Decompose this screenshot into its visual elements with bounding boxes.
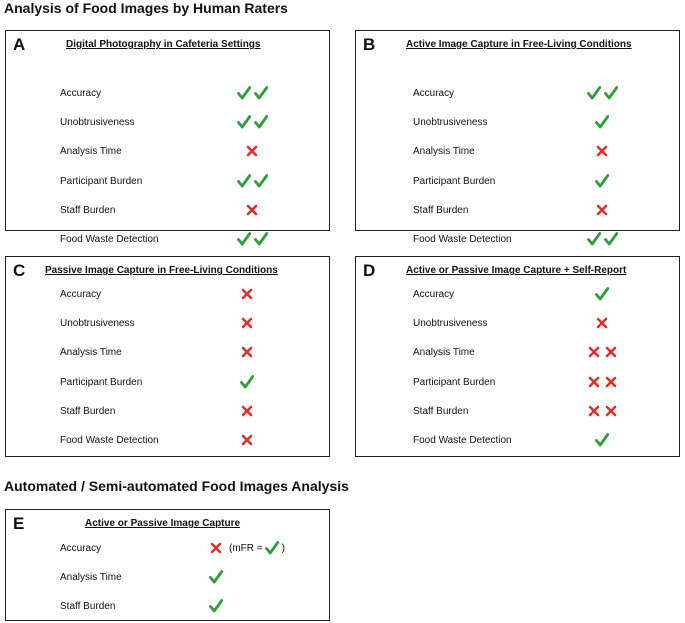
rating-marks xyxy=(209,599,226,613)
rating-marks xyxy=(237,86,271,100)
criterion-label: Participant Burden xyxy=(413,175,496,187)
cross-icon xyxy=(595,316,609,330)
rating-marks xyxy=(240,316,257,330)
criterion-label: Analysis Time xyxy=(60,572,122,584)
panel-heading: Digital Photography in Cafeteria Settings xyxy=(66,39,261,50)
rating-marks xyxy=(240,375,257,389)
checkmark-icon xyxy=(254,86,268,100)
checkmark-icon xyxy=(595,287,609,301)
criterion-label: Staff Burden xyxy=(413,204,469,216)
criterion-label: Accuracy xyxy=(413,289,455,300)
cross-icon xyxy=(604,404,618,418)
section-title-human-raters: Analysis of Food Images by Human Raters xyxy=(4,0,288,16)
rating-marks xyxy=(245,203,262,217)
criterion-label: Staff Burden xyxy=(60,405,116,417)
rating-marks xyxy=(240,345,257,359)
criterion-label: Food Waste Detection xyxy=(60,435,159,446)
rating-marks xyxy=(240,404,257,418)
panel-e xyxy=(5,509,330,621)
criterion-label: Staff Burden xyxy=(60,601,116,613)
criterion-label: Unobtrusiveness xyxy=(413,318,488,330)
criterion-label: Accuracy xyxy=(60,88,102,99)
rating-marks xyxy=(209,570,226,584)
cross-icon xyxy=(604,375,618,389)
rating-marks xyxy=(237,232,271,246)
rating-marks xyxy=(595,115,612,129)
criterion-label: Food Waste Detection xyxy=(413,234,512,245)
criterion-label: Analysis Time xyxy=(60,347,122,359)
criterion-label: Unobtrusiveness xyxy=(60,117,135,129)
checkmark-icon xyxy=(254,232,268,246)
panel-heading: Passive Image Capture in Free-Living Conditions xyxy=(45,265,278,276)
cross-icon xyxy=(595,203,609,217)
panel-heading: Active or Passive Image Capture xyxy=(85,518,241,529)
checkmark-icon xyxy=(595,115,609,129)
section-title-automated: Automated / Semi-automated Food Images Analysis xyxy=(4,478,349,494)
rating-marks xyxy=(240,433,257,447)
cross-icon xyxy=(240,316,254,330)
checkmark-icon xyxy=(595,433,609,447)
rating-marks xyxy=(237,174,271,188)
panel-d xyxy=(355,256,680,457)
rating-marks xyxy=(595,174,612,188)
checkmark-icon xyxy=(587,86,601,100)
cross-icon xyxy=(240,287,254,301)
checkmark-icon xyxy=(254,174,268,188)
cross-icon xyxy=(587,404,601,418)
panel-heading: Active or Passive Image Capture + Self-Report xyxy=(406,265,627,276)
criterion-label: Participant Burden xyxy=(413,376,496,388)
rating-marks xyxy=(595,433,612,447)
mfr-note-close: ) xyxy=(281,542,285,554)
checkmark-icon xyxy=(237,86,251,100)
panel-letter: C xyxy=(13,261,26,280)
rating-marks xyxy=(245,144,262,158)
criterion-label: Staff Burden xyxy=(60,204,116,216)
rating-marks xyxy=(595,287,612,301)
criterion-label: Staff Burden xyxy=(413,405,469,417)
panel-letter: A xyxy=(13,35,26,54)
criterion-label: Participant Burden xyxy=(60,376,143,388)
criterion-label: Analysis Time xyxy=(413,146,475,158)
cross-icon xyxy=(209,541,223,555)
rating-marks xyxy=(587,404,621,418)
cross-icon xyxy=(240,433,254,447)
rating-marks xyxy=(587,345,621,359)
panel-letter: B xyxy=(363,35,376,54)
criterion-label: Analysis Time xyxy=(60,146,122,158)
checkmark-icon xyxy=(254,115,268,129)
rating-marks xyxy=(587,375,621,389)
criterion-label: Accuracy xyxy=(60,289,102,300)
checkmark-icon xyxy=(237,115,251,129)
panel-c xyxy=(5,256,330,457)
checkmark-icon xyxy=(209,570,223,584)
rating-marks xyxy=(595,144,612,158)
cross-icon xyxy=(240,345,254,359)
rating-marks xyxy=(587,232,621,246)
rating-marks xyxy=(587,86,621,100)
checkmark-icon xyxy=(604,86,618,100)
checkmark-icon xyxy=(265,541,279,555)
criterion-label: Unobtrusiveness xyxy=(413,117,488,129)
cross-icon xyxy=(240,404,254,418)
panel-letter: D xyxy=(363,261,376,280)
criterion-label: Participant Burden xyxy=(60,175,143,187)
cross-icon xyxy=(245,203,259,217)
checkmark-icon xyxy=(604,232,618,246)
criterion-label: Unobtrusiveness xyxy=(60,318,135,330)
criterion-label: Food Waste Detection xyxy=(413,435,512,446)
checkmark-icon xyxy=(587,232,601,246)
criterion-label: Accuracy xyxy=(413,88,455,99)
panel-b xyxy=(355,30,680,245)
cross-icon xyxy=(595,144,609,158)
rating-marks xyxy=(240,287,257,301)
rating-marks xyxy=(237,115,271,129)
cross-icon xyxy=(245,144,259,158)
checkmark-icon xyxy=(237,174,251,188)
rating-marks xyxy=(595,316,612,330)
checkmark-icon xyxy=(209,599,223,613)
mfr-note: (mFR = xyxy=(229,542,263,554)
cross-icon xyxy=(587,375,601,389)
checkmark-icon xyxy=(237,232,251,246)
criterion-label: Analysis Time xyxy=(413,347,475,359)
rating-marks xyxy=(209,541,285,555)
criterion-label: Food Waste Detection xyxy=(60,234,159,245)
criterion-label: Accuracy xyxy=(60,543,102,554)
rating-marks xyxy=(595,203,612,217)
cross-icon xyxy=(604,345,618,359)
cross-icon xyxy=(587,345,601,359)
checkmark-icon xyxy=(240,375,254,389)
checkmark-icon xyxy=(595,174,609,188)
panel-heading: Active Image Capture in Free-Living Conditions xyxy=(406,39,632,50)
panel-a xyxy=(5,30,330,245)
panel-letter: E xyxy=(13,514,25,533)
